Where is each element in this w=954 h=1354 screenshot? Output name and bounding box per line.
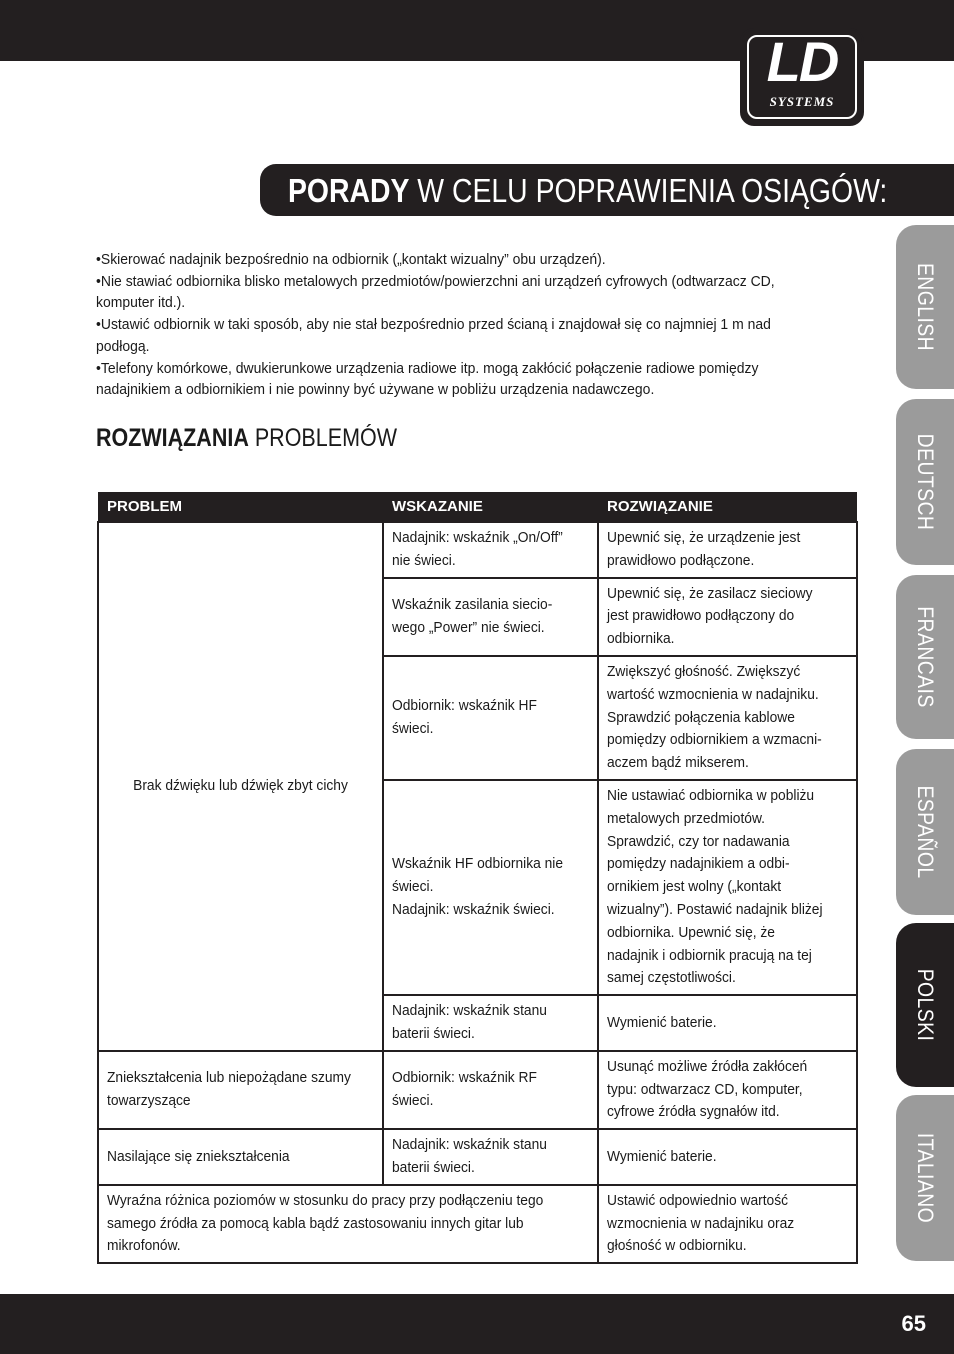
tab-polski[interactable] bbox=[896, 923, 954, 1087]
solution-cell: Wymienić baterie. bbox=[598, 1129, 857, 1185]
section-heading bbox=[96, 424, 397, 453]
tip-item: •Skierować nadajnik bezpośrednio na odbiornik („kontakt wizualny” obu urządzeń). bbox=[96, 251, 606, 268]
logo-systems-text: SYSTEMS bbox=[769, 94, 835, 109]
logo-ld-text: LD bbox=[766, 30, 838, 93]
page-title-bold: PORADY bbox=[288, 172, 410, 209]
ld-systems-logo bbox=[740, 28, 864, 126]
tip-item: •Telefony komórkowe, dwukierunkowe urządzenia radiowe itp. mogą zakłócić połączenie radiowe pomiędzy nadajnikiem a odbiornikiem i nie powinny być używane w pobliżu urządzenia nadawczego. bbox=[96, 359, 759, 399]
indication-cell: Odbiornik: wskaźnik HF świeci. bbox=[383, 656, 598, 780]
bottom-bar bbox=[0, 1294, 954, 1354]
tab-english[interactable] bbox=[896, 225, 954, 389]
indication-cell: Nadajnik: wskaźnik stanu baterii świeci. bbox=[383, 995, 598, 1051]
tips-list bbox=[96, 249, 856, 401]
indication-cell: Odbiornik: wskaźnik RF świeci. bbox=[383, 1051, 598, 1129]
problem-cell: Brak dźwięku lub dźwięk zbyt cichy bbox=[98, 522, 383, 1051]
tab-label: POLSKI bbox=[913, 968, 938, 1042]
tab-label: ITALIANO bbox=[913, 1132, 938, 1224]
problem-cell: Nasilające się zniekształcenia bbox=[98, 1129, 383, 1185]
page-title-rest: W CELU POPRAWIENIA OSIĄGÓW: bbox=[409, 172, 888, 209]
solution-cell: Nie ustawiać odbiornika w pobliżu metalowych przedmiotów. Sprawdzić, czy tor nadawania pomiędzy nadajnikiem a odbi-ornikiem jest wolny („kontakt wizualny”). Postawić nadajnik bliżej odbiornika. Upewnić się, że nadajnik i odbiornik pracują na tej samej częstotliwości. bbox=[598, 780, 857, 995]
page-title-bar bbox=[260, 164, 954, 216]
tip-item: •Ustawić odbiornik w taki sposób, aby nie stał bezpośrednio przed ścianą i znajdował się co najmniej 1 m nad podłogą. bbox=[96, 316, 771, 355]
solution-cell: Upewnić się, że urządzenie jest prawidłowo podłączone. bbox=[598, 522, 857, 578]
page-number: 65 bbox=[901, 1311, 926, 1336]
tab-label: ESPAÑOL bbox=[913, 785, 938, 879]
indication-cell: Wskaźnik HF odbiornika nie świeci. Nadajnik: wskaźnik świeci. bbox=[383, 780, 598, 995]
problem-cell: Zniekształcenia lub niepożądane szumy towarzyszące bbox=[98, 1051, 383, 1129]
table-row bbox=[98, 1051, 857, 1129]
header-indication: WSKAZANIE bbox=[383, 492, 598, 522]
tab-label: ENGLISH bbox=[913, 262, 938, 352]
tab-italiano[interactable] bbox=[896, 1095, 954, 1261]
solution-cell: Upewnić się, że zasilacz sieciowy jest prawidłowo podłączony do odbiornika. bbox=[598, 578, 857, 656]
table-row bbox=[98, 522, 857, 578]
table-row bbox=[98, 1129, 857, 1185]
solution-cell: Wymienić baterie. bbox=[598, 995, 857, 1051]
section-heading-rest: PROBLEMÓW bbox=[248, 424, 397, 452]
solution-cell: Usunąć możliwe źródła zakłóceń typu: odtwarzacz CD, komputer, cyfrowe źródła sygnałów itd. bbox=[598, 1051, 857, 1129]
tab-francais[interactable] bbox=[896, 575, 954, 739]
table-header-row bbox=[98, 492, 857, 522]
problem-cell: Wyraźna różnica poziomów w stosunku do pracy przy podłączeniu tego samego źródła za pomocą kabla bądź zastosowaniu innych gitar lub mikrofonów. bbox=[98, 1185, 598, 1263]
tip-item: •Nie stawiać odbiornika blisko metalowych przedmiotów/powierzchni ani urządzeń cyfrowych (odtwarzacz CD, komputer itd.). bbox=[96, 272, 775, 312]
tab-label: FRANCAIS bbox=[913, 606, 938, 708]
indication-cell: Nadajnik: wskaźnik stanu baterii świeci. bbox=[383, 1129, 598, 1185]
troubleshooting-table bbox=[97, 492, 858, 1264]
header-problem: PROBLEM bbox=[98, 492, 383, 522]
indication-cell: Nadajnik: wskaźnik „On/Off” nie świeci. bbox=[383, 522, 598, 578]
indication-cell: Wskaźnik zasilania siecio-wego „Power” nie świeci. bbox=[383, 578, 598, 656]
tab-label: DEUTSCH bbox=[913, 433, 938, 531]
solution-cell: Ustawić odpowiednio wartość wzmocnienia w nadajniku oraz głośność w odbiorniku. bbox=[598, 1185, 857, 1263]
header-solution: ROZWIĄZANIE bbox=[598, 492, 857, 522]
table-row bbox=[98, 1185, 857, 1263]
solution-cell: Zwiększyć głośność. Zwiększyć wartość wzmocnienia w nadajniku. Sprawdzić połączenia kablowe pomiędzy odbiornikiem a wzmacni-aczem bądź mikserem. bbox=[598, 656, 857, 780]
tab-deutsch[interactable] bbox=[896, 399, 954, 565]
page-title bbox=[288, 164, 887, 216]
tab-espanol[interactable] bbox=[896, 749, 954, 915]
section-heading-bold: ROZWIĄZANIA bbox=[96, 424, 249, 452]
